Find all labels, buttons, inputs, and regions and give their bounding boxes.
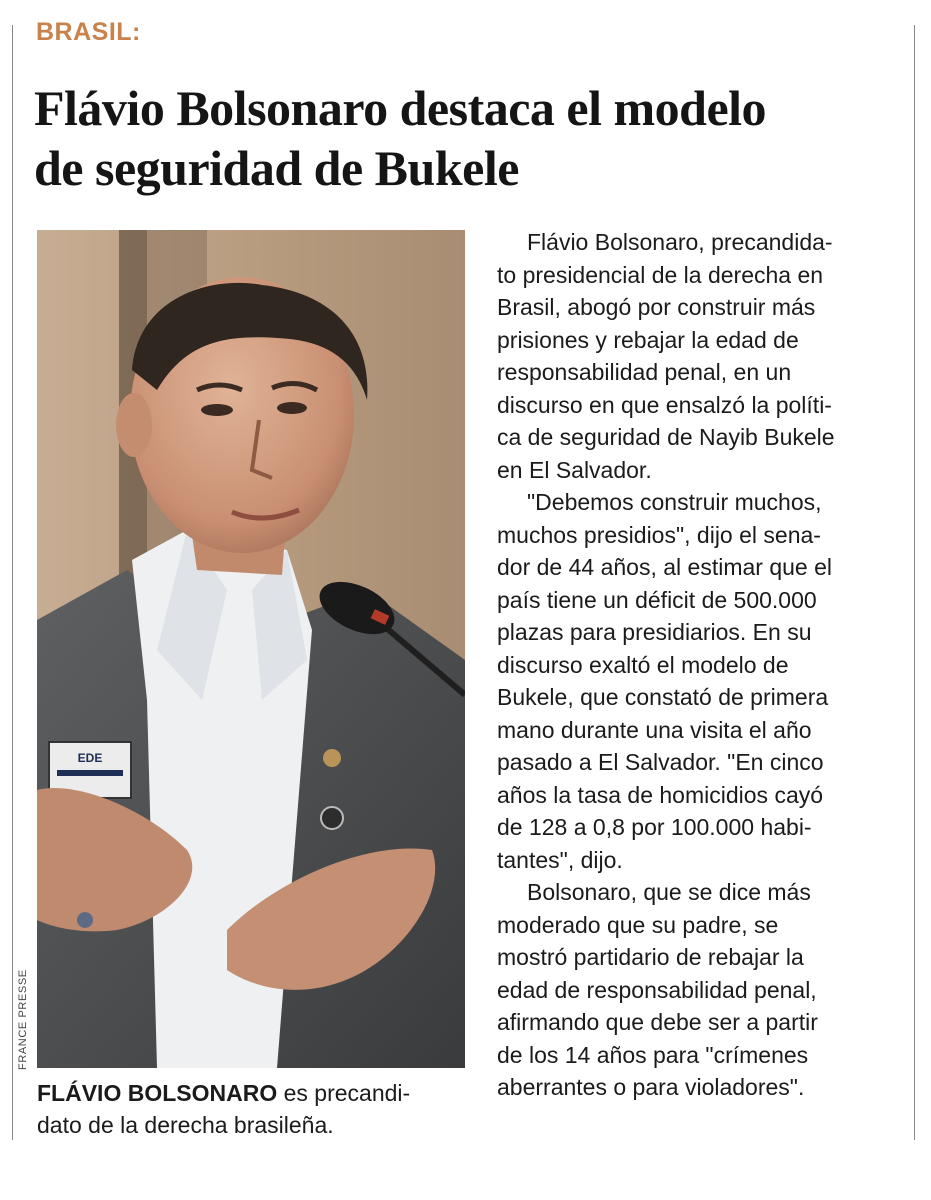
article-line: de los 14 años para "crímenes xyxy=(497,1041,809,1068)
article-line: aberrantes o para violadores". xyxy=(497,1074,805,1100)
portrait-illustration xyxy=(37,230,465,1068)
article-line: país tiene un déficit de 500.000 xyxy=(497,586,817,613)
article-line: responsabilidad penal, en un xyxy=(497,359,792,385)
article-line: afirmando que debe ser a partir xyxy=(497,1009,818,1035)
article-line: Bolsonaro, que se dice más xyxy=(527,879,811,905)
news-photo xyxy=(37,230,465,1068)
caption-line-1: es precandi- xyxy=(283,1080,411,1106)
badge-text: EDE xyxy=(77,751,103,765)
article-line: tantes", dijo. xyxy=(497,846,623,873)
article-line: moderado que su padre, se xyxy=(497,911,779,938)
article-line: edad de responsabilidad penal, xyxy=(497,976,817,1003)
article-paragraph-2 xyxy=(497,486,902,876)
article-line: prisiones y rebajar la edad de xyxy=(497,326,799,353)
article-line: años la tasa de homicidios cayó xyxy=(497,781,824,808)
article-line: mostró partidario de rebajar la xyxy=(497,944,804,970)
article-line: mano durante una visita el año xyxy=(497,716,812,743)
right-column-rule xyxy=(914,25,915,1140)
article-line: de 128 a 0,8 por 100.000 habi- xyxy=(497,814,812,840)
article-line: ca de seguridad de Nayib Bukele xyxy=(497,424,835,450)
section-label: BRASIL: xyxy=(36,18,141,46)
article-line: muchos presidios", dijo el sena- xyxy=(497,521,821,548)
article-line: to presidencial de la derecha en xyxy=(497,261,824,288)
caption-name: FLÁVIO BOLSONARO xyxy=(37,1080,278,1106)
article-line: pasado a El Salvador. "En cinco xyxy=(497,749,824,775)
article-body xyxy=(497,226,902,1104)
headline-line-2: de seguridad de Bukele xyxy=(34,140,519,196)
headline-line-1: Flávio Bolsonaro destaca el modelo xyxy=(34,80,767,136)
article-line: discurso exaltó el modelo de xyxy=(497,651,789,678)
article-line: plazas para presidiarios. En su xyxy=(497,619,812,645)
article-paragraph-3 xyxy=(497,876,902,1104)
photo-caption xyxy=(37,1077,477,1141)
article-line: "Debemos construir muchos, xyxy=(527,489,822,515)
article-line: Brasil, abogó por construir más xyxy=(497,294,816,320)
left-column-rule xyxy=(12,25,13,1140)
article-line: discurso en que ensalzó la políti- xyxy=(497,391,832,418)
article-line: dor de 44 años, al estimar que el xyxy=(497,554,832,580)
article-line: Bukele, que constató de primera xyxy=(497,684,829,710)
article-line: en El Salvador. xyxy=(497,456,652,483)
photo-credit: FRANCE PRESSE xyxy=(17,969,29,1070)
caption-line-2: dato de la derecha brasileña. xyxy=(37,1112,334,1138)
article-paragraph-1 xyxy=(497,226,902,486)
headline xyxy=(34,78,909,198)
article-line: Flávio Bolsonaro, precandida- xyxy=(527,229,833,255)
